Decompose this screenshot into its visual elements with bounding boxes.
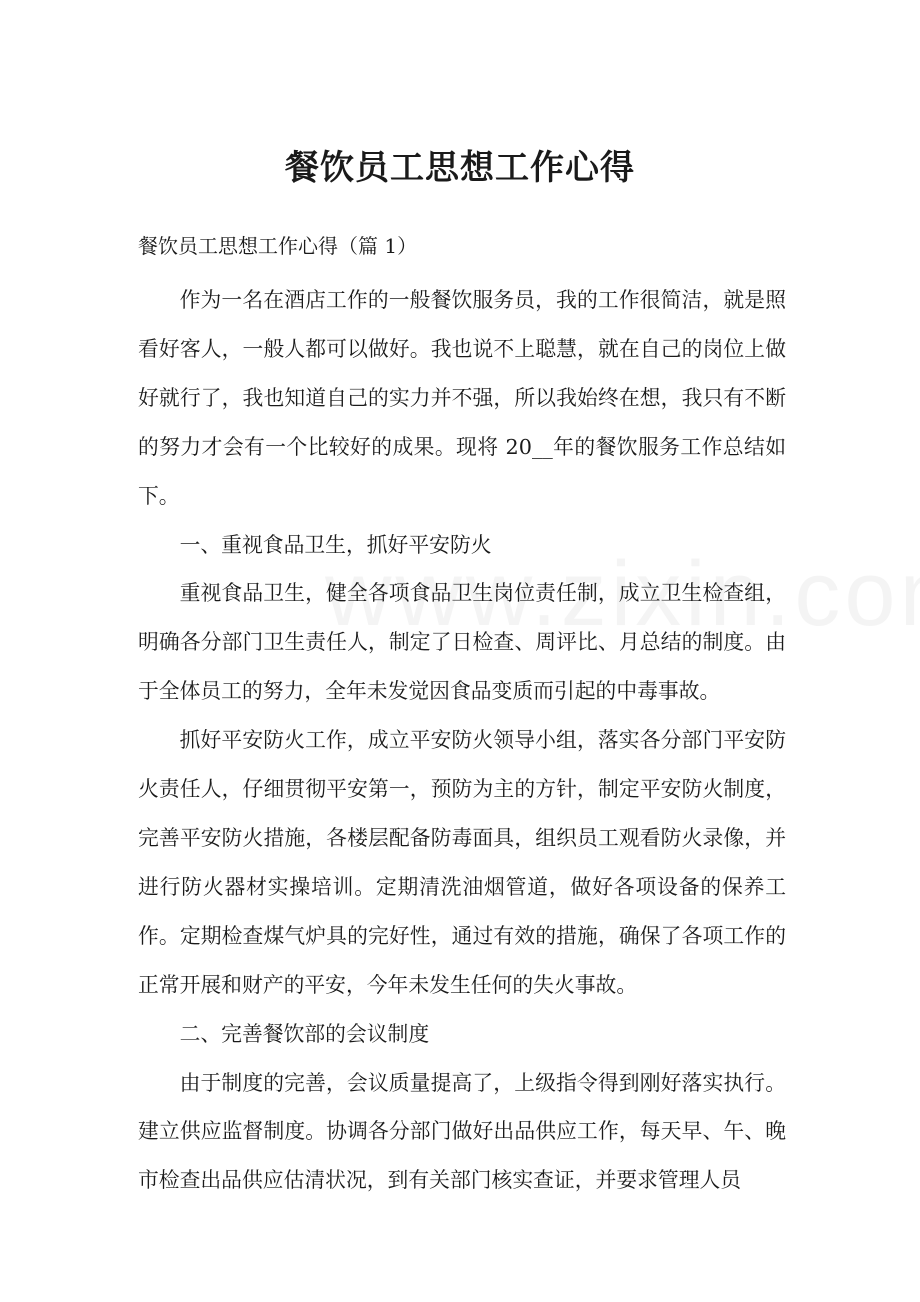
section-heading-2: 二、完善餐饮部的会议制度 — [179, 1021, 430, 1046]
section-subtitle: 餐饮员工思想工作心得（篇 1） — [138, 234, 418, 258]
document-title: 餐饮员工思想工作心得 — [285, 148, 635, 188]
paragraph-food-hygiene: 重视食品卫生，健全各项食品卫生岗位责任制，成立卫生检查组，明确各分部门卫生责任人，制定了日检查、周评比、月总结的制度。由于全体员工的努力，全年未发觉因食品变质而引起的中毒事故。 — [138, 581, 786, 704]
paragraph-fire-safety: 抓好平安防火工作，成立平安防火领导小组，落实各分部门平安防火责任人，仔细贯彻平安第一，预防为主的方针，制定平安防火制度，完善平安防火措施，各楼层配备防毒面具，组织员工观看防火录像，并进行防火器材实操培训。定期清洗油烟管道，做好各项设备的保养工作。定期检查煤气炉具的完好性，通过有效的措施，确保了各项工作的正常开展和财产的平安，今年未发生任何的失火事故。 — [138, 728, 786, 997]
document-body — [138, 276, 786, 1205]
paragraph-intro: 作为一名在酒店工作的一般餐饮服务员，我的工作很简洁，就是照看好客人，一般人都可以做好。我也说不上聪慧，就在自己的岗位上做好就行了，我也知道自己的实力并不强，所以我始终在想，我只有不断的努力才会有一个比较好的成果。现将 20__年的餐饮服务工作总结如下。 — [138, 288, 786, 508]
section-heading-1: 一、重视食品卫生，抓好平安防火 — [179, 532, 492, 557]
paragraph-meeting-system: 由于制度的完善，会议质量提高了，上级指令得到刚好落实执行。建立供应监督制度。协调各分部门做好出品供应工作，每天早、午、晚市检查出品供应估清状况，到有关部门核实查证，并要求管理人员 — [138, 1070, 786, 1193]
